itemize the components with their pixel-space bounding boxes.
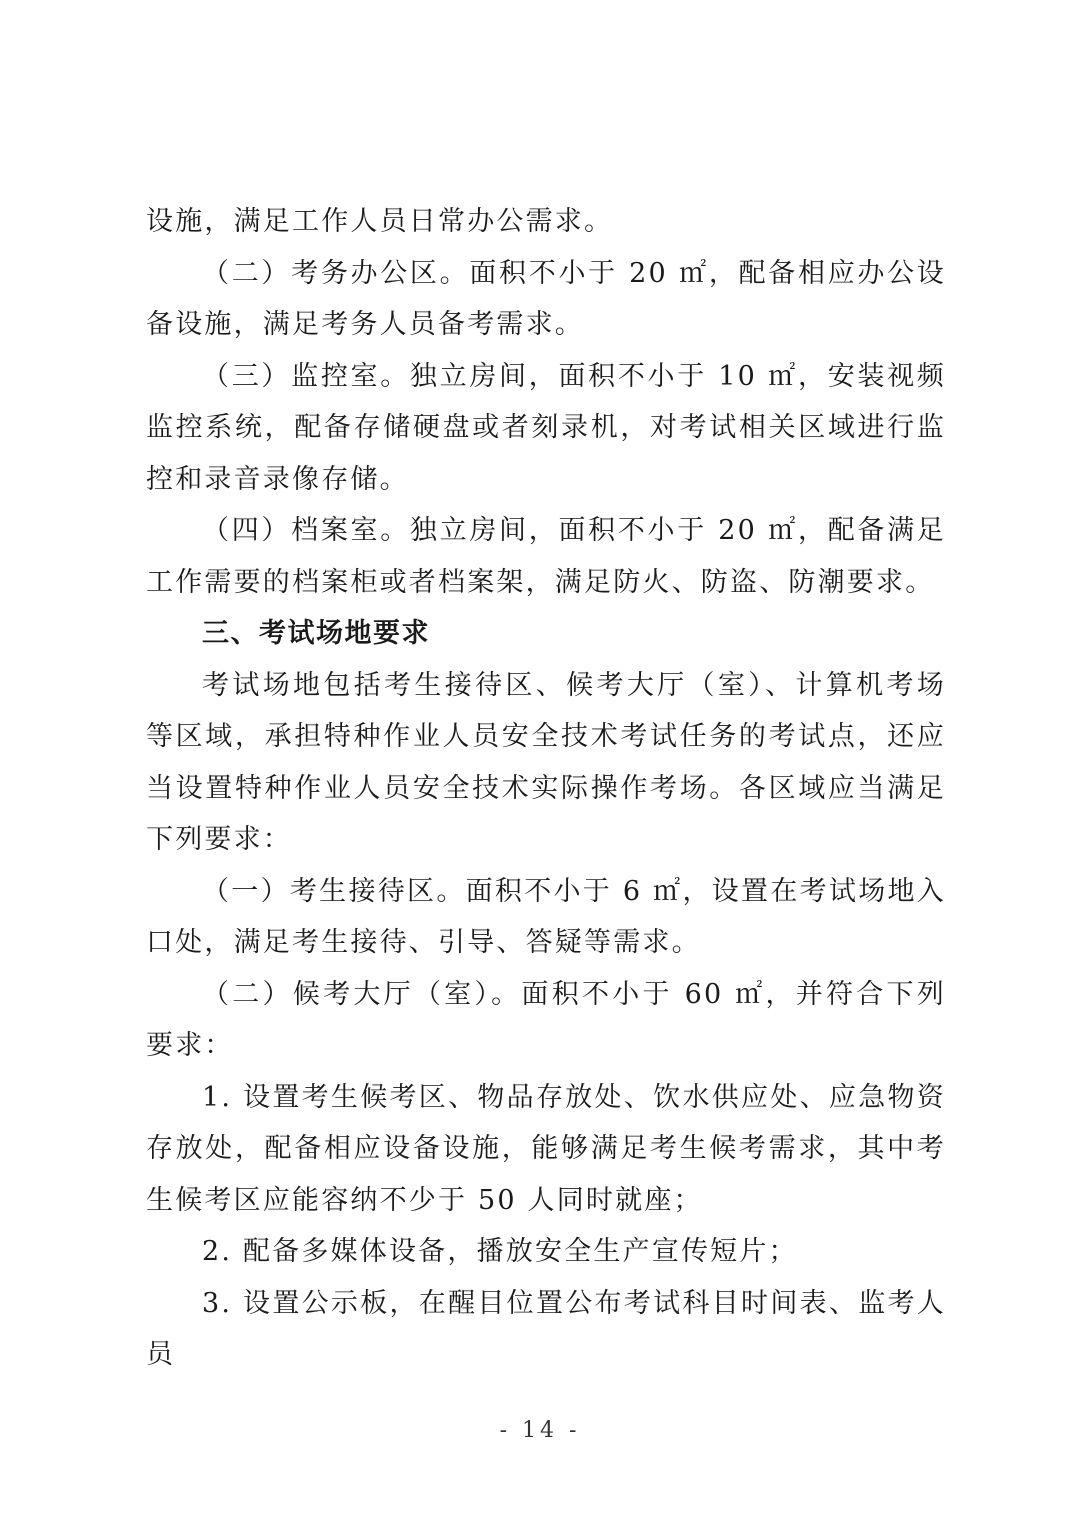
paragraph-reception-area: （一）考生接待区。面积不小于 6 ㎡，设置在考试场地入口处，满足考生接待、引导、答疑等需求。 [146, 875, 946, 958]
paragraph-waiting-hall: （二）候考大厅（室）。面积不小于 60 ㎡，并符合下列要求： [146, 978, 946, 1061]
list-item-3: 3. 设置公示板，在醒目位置公布考试科目时间表、监考人员 [146, 1287, 946, 1370]
list-item-2: 2. 配备多媒体设备，播放安全生产宣传短片； [202, 1236, 798, 1267]
page-number: - 14 - [499, 1418, 581, 1443]
paragraph-monitoring-room: （三）监控室。独立房间，面积不小于 10 ㎡，安装视频监控系统，配备存储硬盘或者刻录机，对考试相关区域进行监控和录音录像存储。 [146, 360, 946, 495]
document-body [146, 196, 946, 1381]
section-heading: 三、考试场地要求 [202, 618, 430, 649]
paragraph-continuation: 设施，满足工作人员日常办公需求。 [146, 206, 614, 237]
paragraph-exam-office: （二）考务办公区。面积不小于 20 ㎡，配备相应办公设备设施，满足考务人员备考需求。 [146, 257, 946, 340]
list-item-1: 1. 设置考生候考区、物品存放处、饮水供应处、应急物资存放处，配备相应设备设施，能够满足考生候考需求，其中考生候考区应能容纳不少于 50 人同时就座； [146, 1081, 946, 1216]
paragraph-archive-room: （四）档案室。独立房间，面积不小于 20 ㎡，配备满足工作需要的档案柜或者档案架，满足防火、防盗、防潮要求。 [146, 515, 946, 598]
paragraph-exam-venue-intro: 考试场地包括考生接待区、候考大厅（室）、计算机考场等区域，承担特种作业人员安全技术考试任务的考试点，还应当设置特种作业人员安全技术实际操作考场。各区域应当满足下列要求： [146, 669, 946, 855]
